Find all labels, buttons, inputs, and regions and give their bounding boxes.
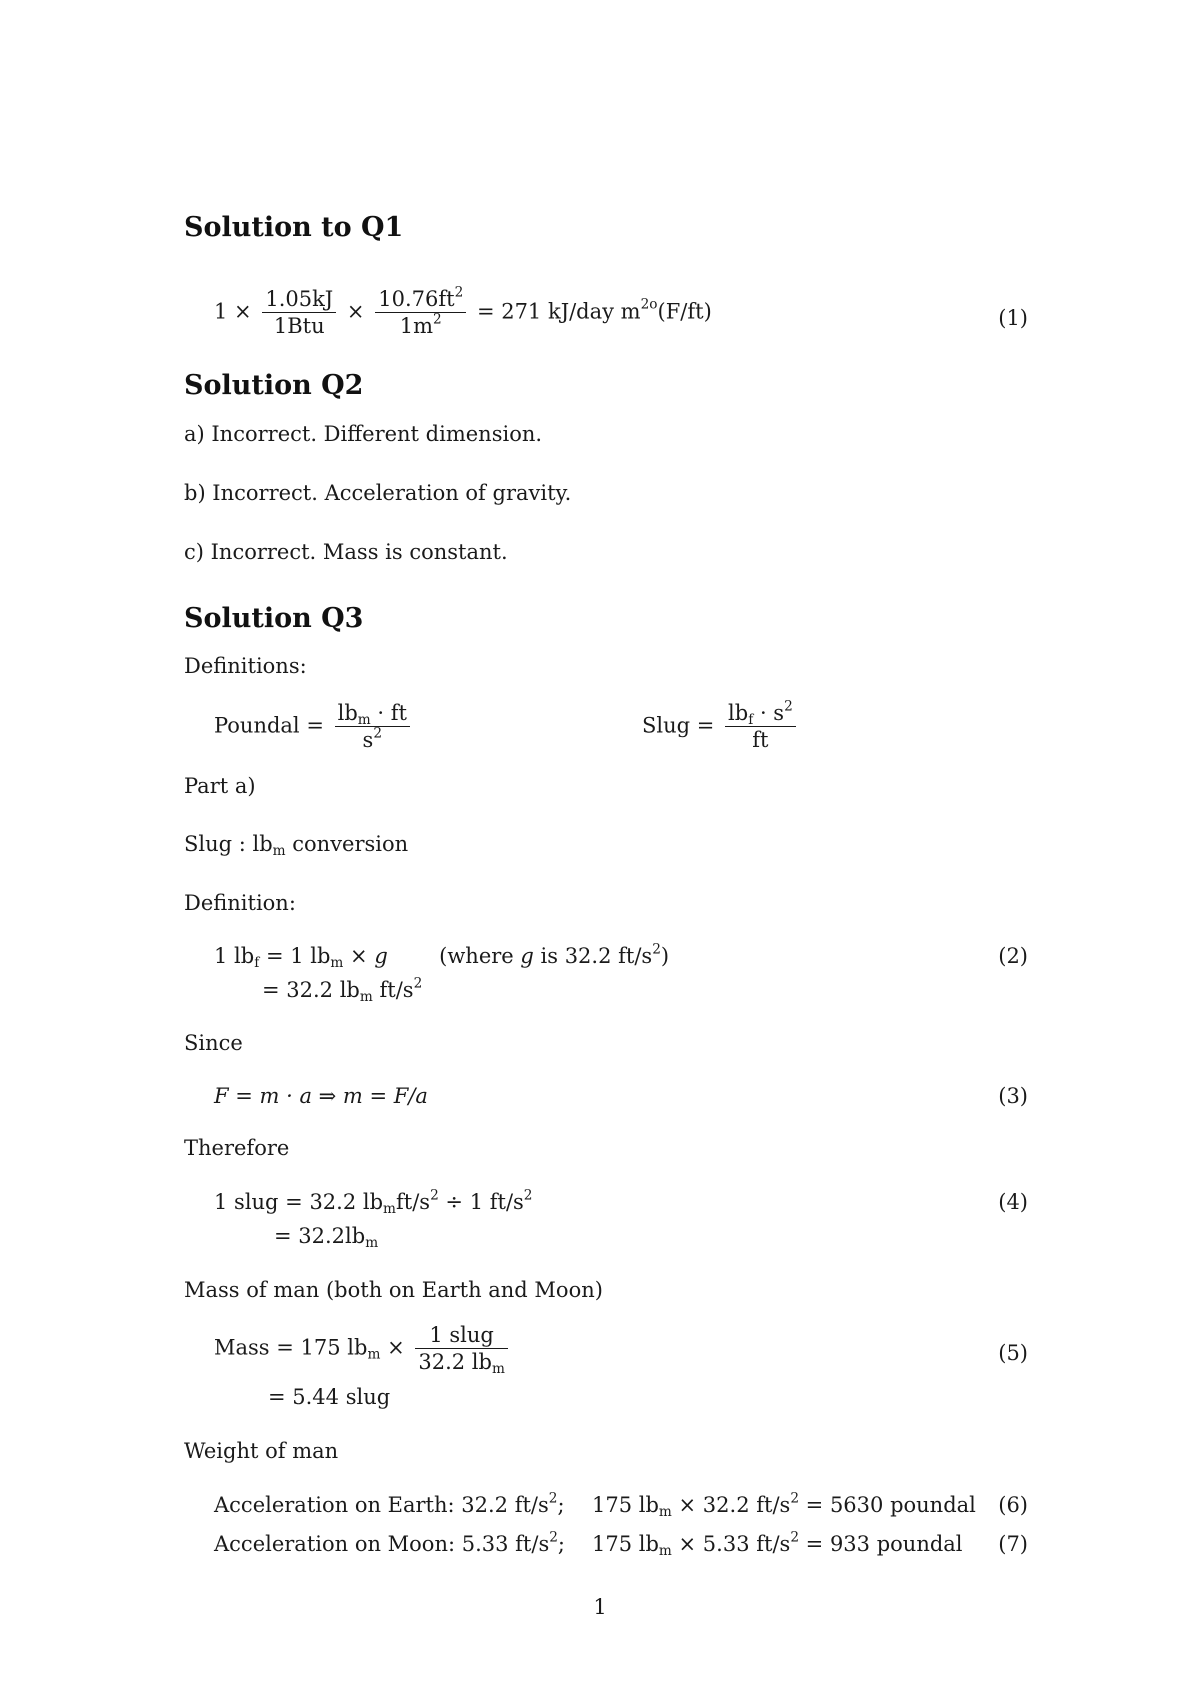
slug-conversion-label: Slug : $lb_m$ conversion [184, 832, 409, 860]
poundal-definition: Poundal = $\frac{lb_m \cdot ft}{s^2}$ [214, 700, 414, 754]
slug-definition: Slug = $\frac{lb_f \cdot s^2}{ft}$ [642, 700, 800, 754]
equation-6-right: 175 $lb_m \times 32.2$ $ft/s^2 = 5630$ poundal [592, 1490, 976, 1521]
equation-number-5: (5) [998, 1341, 1028, 1365]
equation-number-6: (6) [998, 1493, 1028, 1517]
equation-5-line-1: Mass = 175 $lb_m$ × $\frac{\text{1 slug}}{32.2 lb_m}$ [214, 1322, 512, 1376]
equation-2-line-2: = 32.2 $lb_m$ $ft/s^2$ [262, 975, 423, 1006]
equation-number-4: (4) [998, 1190, 1028, 1214]
equation-1: 1 × $\frac{1.05kJ}{\text{1Btu}}$ × $\frac{10.76ft^2}{1m^2}$ = 271 kJ/day $m^{2o}(F/ft)$ [214, 284, 712, 339]
heading-solution-q2: Solution Q2 [184, 370, 364, 401]
heading-solution-q3: Solution Q3 [184, 603, 364, 634]
equation-5-line-2: = 5.44 slug [268, 1385, 391, 1409]
equation-4-line-1: 1 slug = 32.2 $lb_mft/s^2 \div 1$ $ft/s^2$ [214, 1187, 533, 1218]
equation-7-left: Acceleration on Moon: 5.33 $ft/s^2$; [214, 1529, 565, 1556]
page-number: 1 [593, 1595, 607, 1619]
since-label: Since [184, 1031, 243, 1055]
equation-4-line-2: = $32.2lb_m$ [274, 1224, 379, 1252]
fraction-kj-btu: $\frac{1.05kJ}{\text{1Btu}}$ [262, 286, 336, 340]
definitions-label: Definitions: [184, 654, 307, 678]
equation-number-7: (7) [998, 1532, 1028, 1556]
slug-fraction: $\frac{lb_f \cdot s^2}{ft}$ [725, 700, 796, 754]
poundal-fraction: $\frac{lb_m \cdot ft}{s^2}$ [335, 700, 410, 754]
equation-number-2: (2) [998, 944, 1028, 968]
equation-number-1: (1) [998, 306, 1028, 330]
equation-2-line-1: 1 $lb_f = 1$ $lb_m \times g$ (where g is 32.2 $ft/s^2$) [214, 941, 670, 972]
definition-label: Definition: [184, 891, 296, 915]
equation-6-left: Acceleration on Earth: 32.2 $ft/s^2$; [214, 1490, 565, 1517]
answer-c: c) Incorrect. Mass is constant. [184, 540, 508, 564]
therefore-label: Therefore [184, 1136, 290, 1160]
slug-per-lbm-fraction: $\frac{\text{1 slug}}{32.2 lb_m}$ [415, 1322, 508, 1376]
equation-3: F = m · a ⇒ m = F/a [214, 1084, 428, 1108]
heading-solution-q1: Solution to Q1 [184, 212, 404, 243]
weight-of-man-label: Weight of man [184, 1439, 339, 1463]
part-a-label: Part a) [184, 774, 256, 798]
mass-of-man-label: Mass of man (both on Earth and Moon) [184, 1278, 603, 1302]
fraction-ft2-m2: $\frac{10.76ft^2}{1m^2}$ [375, 286, 466, 340]
equation-number-3: (3) [998, 1084, 1028, 1108]
answer-b: b) Incorrect. Acceleration of gravity. [184, 481, 572, 505]
equation-7-right: 175 $lb_m \times 5.33$ $ft/s^2 = 933$ poundal [592, 1529, 963, 1560]
answer-a: a) Incorrect. Different dimension. [184, 422, 543, 446]
